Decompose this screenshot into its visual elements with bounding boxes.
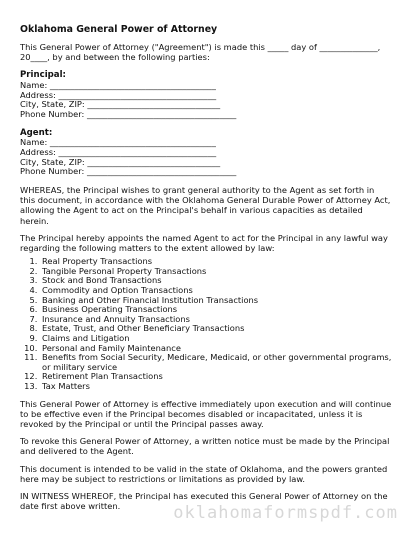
power-item: 2. Tangible Personal Property Transactions bbox=[40, 267, 392, 277]
whereas-paragraph: WHEREAS, the Principal wishes to grant general authority to the Agent as set forth in this document, in accordance with the Oklahoma General Durable Power of Attorney Act, allowing the Agent to act on the Principal's behalf in various capacities as detailed herein. bbox=[20, 185, 391, 226]
agent-address-field: Address: ______________________________________ bbox=[20, 146, 217, 157]
power-item: 6. Business Operating Transactions bbox=[40, 305, 392, 315]
witness-paragraph: IN WITNESS WHEREOF, the Principal has executed this General Power of Attorney on the date first above written. bbox=[20, 490, 388, 512]
document-title: Oklahoma General Power of Attorney bbox=[20, 24, 218, 35]
appointment-paragraph: The Principal hereby appoints the named Agent to act for the Principal in any lawful way regarding the following matters to the extent allowed by law: bbox=[20, 232, 388, 254]
agent-city-field: City, State, ZIP: ________________________________ bbox=[20, 156, 221, 167]
powers-list bbox=[20, 257, 392, 391]
intro-line-2: 20____, by and between the following parties: bbox=[20, 52, 210, 63]
principal-heading: Principal: bbox=[20, 70, 66, 81]
power-item: 11. Benefits from Social Security, Medicare, Medicaid, or other governmental programs, or military service bbox=[40, 353, 392, 372]
principal-name-field: Name: ________________________________________ bbox=[20, 79, 216, 90]
intro-line-1: This General Power of Attorney ("Agreement") is made this _____ day of ______________, bbox=[20, 42, 381, 52]
power-item: 4. Commodity and Option Transactions bbox=[40, 286, 392, 296]
principal-phone-field: Phone Number: ____________________________________ bbox=[20, 109, 237, 120]
power-item: 7. Insurance and Annuity Transactions bbox=[40, 315, 392, 325]
intro-paragraph bbox=[20, 42, 392, 62]
document-page bbox=[20, 24, 392, 518]
revocation-paragraph: To revoke this General Power of Attorney, a written notice must be made by the Principal and delivered to the Agent. bbox=[20, 436, 390, 457]
power-item: 9. Claims and Litigation bbox=[40, 334, 392, 344]
power-item: 10. Personal and Family Maintenance bbox=[40, 344, 392, 354]
agent-heading: Agent: bbox=[20, 127, 53, 138]
power-item: 12. Retirement Plan Transactions bbox=[40, 372, 392, 382]
watermark: oklahomaformspdf.com bbox=[173, 503, 398, 523]
power-item: 13. Tax Matters bbox=[40, 382, 392, 392]
power-item: 1. Real Property Transactions bbox=[40, 257, 392, 267]
agent-name-field: Name: ________________________________________ bbox=[20, 137, 216, 148]
principal-city-field: City, State, ZIP: ________________________________ bbox=[20, 99, 221, 110]
agent-phone-field: Phone Number: ____________________________________ bbox=[20, 166, 237, 177]
principal-address-field: Address: ______________________________________ bbox=[20, 89, 217, 100]
effective-paragraph: This General Power of Attorney is effective immediately upon execution and will continue to be effective even if the Principal becomes disabled or incapacitated, unless it is revoked by the Principal or until the Principal passes away. bbox=[20, 398, 392, 429]
agent-section bbox=[20, 128, 392, 177]
principal-section bbox=[20, 70, 392, 119]
validity-paragraph: This document is intended to be valid in the state of Oklahoma, and the powers granted here may be subject to restrictions or limitations as provided by law. bbox=[20, 463, 388, 484]
power-item: 8. Estate, Trust, and Other Beneficiary Transactions bbox=[40, 324, 392, 334]
power-item: 5. Banking and Other Financial Institution Transactions bbox=[40, 296, 392, 306]
power-item: 3. Stock and Bond Transactions bbox=[40, 276, 392, 286]
